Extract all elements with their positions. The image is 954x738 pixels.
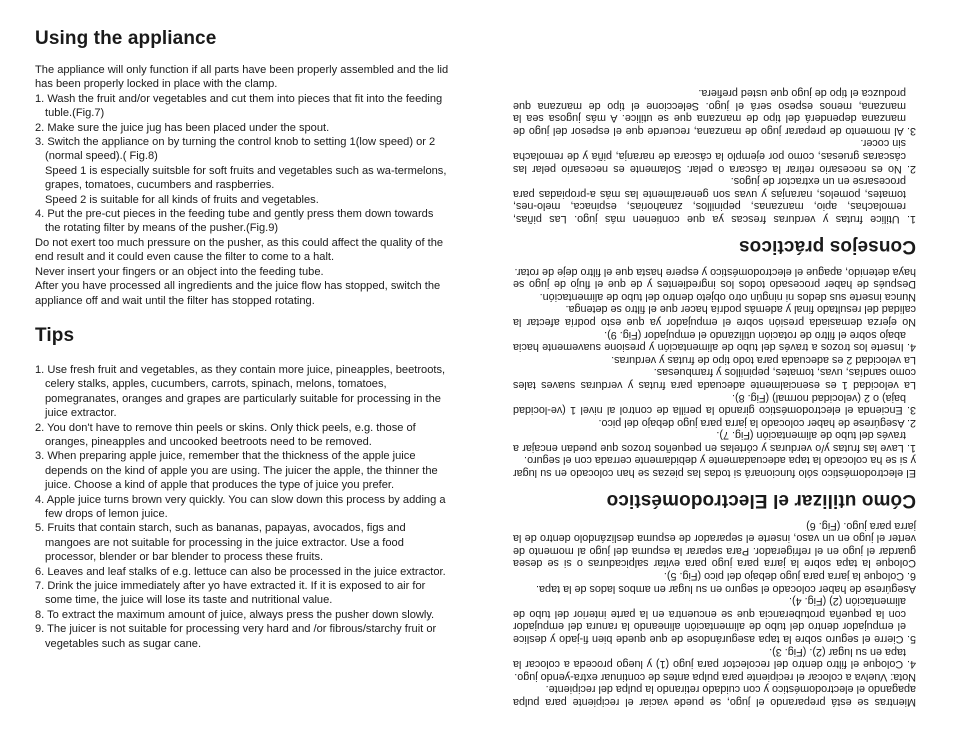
tip-item: 1. Use fresh fruit and vegetables, as they contain more juice, pineapples, beetroots, celery stalks, apples, cucumbers, carrots, spinach, melons, tomatoes, pomegranates, oranges and grapes are particularly suitable for processing in the juice extractor. xyxy=(35,363,446,420)
tip-item: 3. When preparing apple juice, remember that the thickness of the apple juice depends on the kind of apple you are using. The juicer the apple, the thinner the juice. Choose a kind of apple that produces the type of juice you prefer. xyxy=(35,450,438,492)
using-appliance-intro: The appliance will only function if all parts have been properly assembled and the lid has been properly locked in place with the clamp. xyxy=(35,64,449,91)
pressure-warning: Do not exert too much pressure on the pusher, as this could affect the quality of the end result and it could even cause the filter to come to a halt. xyxy=(35,236,444,264)
tips-title: Tips xyxy=(35,324,75,346)
es-pulp-note-2: Nota: Vuelva a colocar el recipiente para pulpa antes de continuar extra-yendo jugo. xyxy=(514,670,916,683)
tip-item: 9. The juicer is not suitable for processing very hard and /or fibrous/starchy fruit or vegetables such as sugar cane. xyxy=(35,623,437,650)
tip-item: 2. You don't have to remove thin peels or skins. Only thick peels, e.g. those of oranges, pineapples and uncooked beetroots need to be removed. xyxy=(35,421,416,448)
es-using-item: No ejerza demasiada presión sobre el empujador ya que esto podría afectar la calidad del resultado final y además podría hacer que el filtro se detenga. xyxy=(513,303,916,328)
es-tips-title: Consejos prácticos xyxy=(738,236,916,257)
es-using-intro: El electrodoméstico sólo funcionará si todas las piezas se han colocado en su lugar y si se ha colocado la tapa adecuadamente y debidamente cerrada con el seguro. xyxy=(513,454,916,480)
es-step: 4. Coloque el filtro dentro del recolector para jugo (1) y luego proceda a colocar la tapa en su lugar (2). (Fig. 3). xyxy=(513,645,916,671)
es-step: 5. Cierre el seguro sobre la tapa asegurándose de que quede bien fi-jado y deslice el empujador dentro del tubo de alimentación alineando la ranura del empujador con la pequeña protuberancia que se encuentra en la parte interior del tubo de alimentación (2) (Fig. 4). xyxy=(513,595,916,646)
es-using-item: 3. Encienda el electrodoméstico girando la perilla de control al nivel 1 (ve-locidad baja) o 2 (velocidad normal) (Fig. 8). xyxy=(513,391,916,417)
speed-2-note: Speed 2 is suitable for all kinds of fruits and vegetables. xyxy=(45,193,319,206)
es-tip-item: 1. Utilice frutas y verduras frescas ya que contienen más jugo. Las piñas, remolachas, apio, manzanas, pepinillos, zanahorias, espinaca, melo-nes, tomates, pomelos, naranjas y uvas son generalmente las más a-propiadas para procesarse en un extractor de jugos. xyxy=(513,175,916,225)
using-appliance-title: Using the appliance xyxy=(35,28,217,49)
es-tip-item: 3. Al momento de preparar jugo de manzana, recuerde que el espesor del jugo de manzana dependerá del tipo de manzana que se utilice. A más jugosa sea la manzana, menos espeso será el jugo. Seleccione el tipo de manzana que produzca el tipo de jugo que usted prefiera. xyxy=(513,87,916,137)
step-4: 4. Put the pre-cut pieces in the feeding tube and gently press them down towards the rotating filter by means of the pusher.(Fig.9) xyxy=(35,208,434,235)
tip-item: 8. To extract the maximum amount of juice, always press the pusher down slowly. xyxy=(35,608,435,621)
es-using-item: Después de haber procesado todos los ingredientes y de que el flujo de jugo se haya detenido, apague el electrodoméstico y espere hasta que el filtro deje de rotar. xyxy=(513,265,916,291)
es-pulp-note: Mientras se está preparando el jugo, se puede vaciar el recipiente para pulpa apagando el electrodoméstico y con cuidado retirando la pulpa del recipiente. xyxy=(513,683,916,708)
es-using-item: La velocidad 2 es adecuada para todo tipo de frutas y verduras. xyxy=(611,353,916,366)
tip-item: 4. Apple juice turns brown very quickly. You can slow down this process by adding a few drops of lemon juice. xyxy=(35,493,446,520)
fingers-warning: Never insert your fingers or an object into the feeding tube. xyxy=(35,265,324,278)
es-using-item: 2. Asegúrese de haber colocado la jarra para jugo debajo del pico. xyxy=(598,416,916,429)
after-processing-note: After you have processed all ingredients and the juice flow has stopped, switch the appliance off and wait until the filter has stopped rotating. xyxy=(35,280,441,307)
es-using-item: La velocidad 1 es esencialmente adecuada para frutas y verduras suaves tales como sandías, uvas, tomates, pepinillos y frambuesas. xyxy=(513,366,916,391)
es-using-item: Nunca inserte sus dedos ni ningún otro objeto dentro del tubo de alimentación. xyxy=(539,290,916,303)
es-step: 6. Coloque la jarra para jugo debajo del pico (Fig. 5). xyxy=(663,570,916,583)
es-using-item: 4. Inserte los trozos a través del tubo de alimentación y presione suavemente hacia abajo sobre el filtro de rotación utilizando el empujador (Fig. 9). xyxy=(513,328,916,354)
step-2: 2. Make sure the juice jug has been placed under the spout. xyxy=(35,121,330,134)
step-3: 3. Switch the appliance on by turning the control knob to setting 1(low speed) or 2 (normal speed).( Fig.8) xyxy=(35,136,436,163)
tip-item: 6. Leaves and leaf stalks of e.g. lettuce can also be processed in the juice extractor. xyxy=(35,565,446,578)
tip-item: 5. Fruits that contain starch, such as bananas, papayas, avocados, figs and mangoes are not suitable for processing in the juice extractor. Use a food processor, blender or bar blender to process these fruits. xyxy=(35,522,406,564)
spanish-page-rotated xyxy=(477,0,954,738)
spanish-content xyxy=(513,12,916,708)
speed-1-note: Speed 1 is especially suitsble for soft fruits and vegetables such as wa-termelons, grapes, tomatoes, cucumbers and raspberries. xyxy=(45,164,447,192)
es-note: Asegúrese de haber colocado el seguro en su lugar en ambos lados de la tapa. xyxy=(536,582,916,595)
es-using-title: Cómo utilizar el Electrodoméstico xyxy=(606,490,916,512)
es-using-item: 1. Lave las frutas y/o verduras y córtelas en pequeños trozos que puedan encajar a través del tubo de alimentación (Fig. 7). xyxy=(513,429,916,454)
es-tip-item: 2. No es necesario retirar la cáscara o pelar. Solamente es necesario pelar las cáscaras gruesas, como por ejemplo la cáscara de naranja, piña y de remolacha sin cocer. xyxy=(513,137,916,175)
tip-item: 7. Drink the juice immediately after yo have extracted it. If it is exposed to air for some time, the juice will lose its taste and nutritional value. xyxy=(35,580,426,607)
step-1: 1. Wash the fruit and/or vegetables and cut them into pieces that fit into the feeding tuble.(Fig.7) xyxy=(35,92,443,120)
es-note: Coloque la tapa sobre la jarra para jugo para evitar salpicaduras o si se desea guardar el jugo en el refrigerador. Para separar la espuma del jugo al momento de verter el jugo en un vaso, inserte el separador de espuma deslizándolo dentro de la jarra para jugo. (Fig. 6) xyxy=(513,519,916,570)
